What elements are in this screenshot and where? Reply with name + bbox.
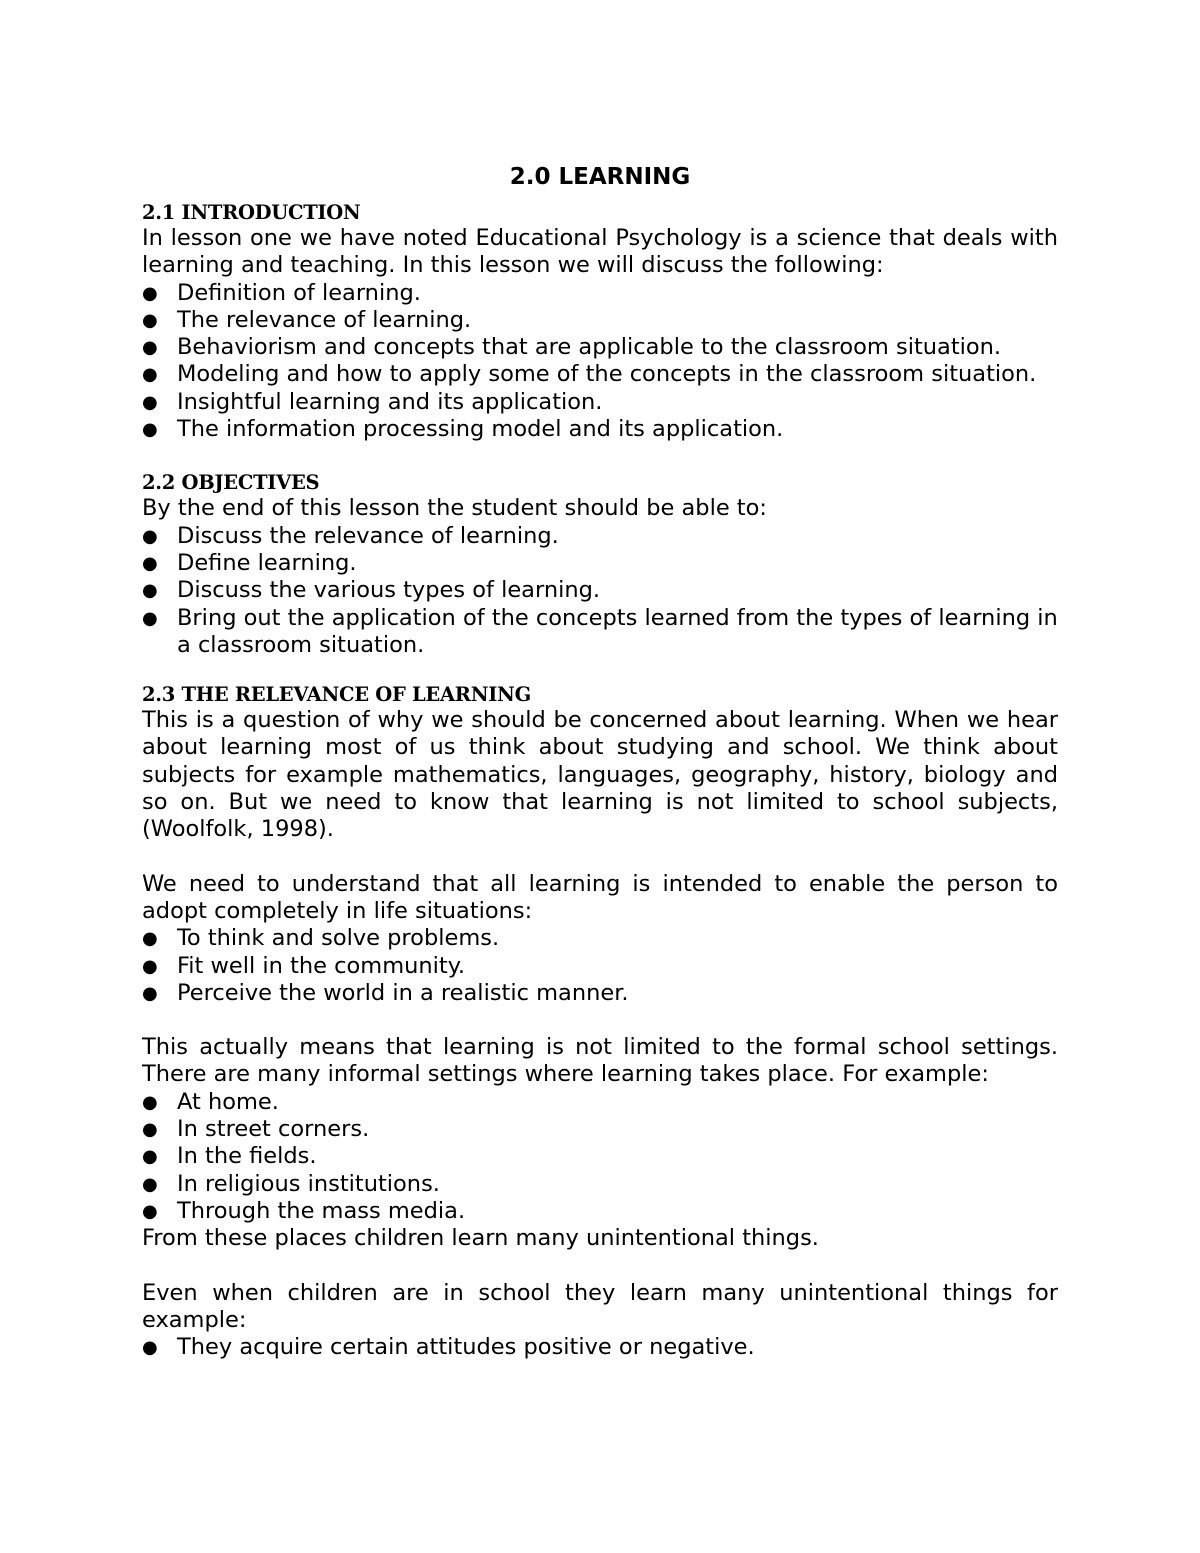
- list-item: [142, 953, 1058, 980]
- list-item: [142, 1116, 1058, 1143]
- list-item: [142, 605, 1058, 660]
- section-heading-relevance: 2.3 THE RELEVANCE OF LEARNING: [142, 683, 531, 707]
- bullet-icon: ●: [142, 1119, 158, 1141]
- informal-settings-bullet-list: [142, 1089, 1058, 1225]
- relevance-paragraph-1: This is a question of why we should be concerned about learning. When we hear about learning most of us think about studying and school. We think about subjects for example mathematics, languages, geography, history, biology and so on. But we need to know that learning is not limited to school subjects, (Woolfolk, 1998).: [142, 707, 1058, 843]
- life-situations-bullet-list: [142, 925, 1058, 1007]
- list-item-text: Perceive the world in a realistic manner.: [177, 979, 629, 1006]
- section-heading-introduction: 2.1 INTRODUCTION: [142, 201, 361, 224]
- relevance-paragraph-2: We need to understand that all learning is intended to enable the person to adopt completely in life situations:: [142, 870, 1058, 924]
- introduction-bullet-list: [142, 280, 1058, 444]
- bullet-icon: ●: [142, 419, 158, 441]
- list-item: [142, 280, 1058, 307]
- list-item: [142, 307, 1058, 334]
- list-item: [142, 523, 1058, 550]
- list-item: [142, 577, 1058, 604]
- list-item-text: Fit well in the community.: [177, 952, 465, 979]
- list-item-text: The information processing model and its application.: [177, 416, 784, 443]
- bullet-icon: ●: [142, 955, 158, 977]
- bullet-icon: ●: [142, 982, 158, 1004]
- list-item-text: Behaviorism and concepts that are applicable to the classroom situation.: [177, 334, 1002, 361]
- bullet-icon: ●: [142, 364, 158, 386]
- objectives-bullet-list: [142, 523, 1058, 659]
- list-item-text: In the fields.: [177, 1143, 317, 1170]
- bullet-icon: ●: [142, 1146, 158, 1168]
- bullet-icon: ●: [142, 391, 158, 413]
- list-item: [142, 550, 1058, 577]
- list-item-text: Discuss the relevance of learning.: [177, 522, 559, 549]
- list-item-text: In religious institutions.: [177, 1170, 440, 1197]
- list-item-text: The relevance of learning.: [177, 306, 472, 333]
- list-item: [142, 980, 1058, 1007]
- spacer: [142, 1253, 1058, 1280]
- unintentional-learning-bullet-list: [142, 1334, 1058, 1361]
- list-item: [142, 1089, 1058, 1116]
- bullet-icon: ●: [142, 1200, 158, 1222]
- bullet-icon: ●: [142, 1337, 158, 1359]
- list-item-text: To think and solve problems.: [177, 925, 500, 952]
- spacer: [142, 443, 1058, 470]
- bullet-icon: ●: [142, 552, 158, 574]
- relevance-paragraph-3: This actually means that learning is not limited to the formal school settings. There are many informal settings where learning takes place. For example:: [142, 1034, 1058, 1088]
- list-item-text: Discuss the various types of learning.: [177, 577, 601, 604]
- bullet-icon: ●: [142, 1091, 158, 1113]
- list-item-text: Through the mass media.: [177, 1197, 466, 1224]
- list-item-text: Definition of learning.: [177, 279, 421, 306]
- bullet-icon: ●: [142, 928, 158, 950]
- spacer: [142, 844, 1058, 871]
- bullet-icon: ●: [142, 607, 158, 629]
- spacer: [142, 1007, 1058, 1034]
- document-page: [142, 162, 1058, 1361]
- list-item: [142, 416, 1058, 443]
- list-item-text: In street corners.: [177, 1116, 370, 1143]
- list-item-text: They acquire certain attitudes positive or negative.: [177, 1334, 755, 1361]
- objectives-paragraph: By the end of this lesson the student should be able to:: [142, 495, 767, 522]
- list-item-text: Bring out the application of the concepts learned from the types of learning in a classroom situation.: [177, 604, 1058, 658]
- bullet-icon: ●: [142, 580, 158, 602]
- list-item: [142, 1334, 1058, 1361]
- section-heading-objectives: 2.2 OBJECTIVES: [142, 471, 320, 495]
- list-item: [142, 925, 1058, 952]
- relevance-paragraph-5: Even when children are in school they learn many unintentional things for example:: [142, 1279, 1058, 1333]
- list-item-text: Insightful learning and its application.: [177, 388, 603, 415]
- bullet-icon: ●: [142, 309, 158, 331]
- bullet-icon: ●: [142, 1173, 158, 1195]
- bullet-icon: ●: [142, 282, 158, 304]
- list-item: [142, 389, 1058, 416]
- list-item: [142, 1198, 1058, 1225]
- list-item-text: Define learning.: [177, 549, 357, 576]
- spacer: [142, 659, 1058, 682]
- list-item: [142, 1171, 1058, 1198]
- bullet-icon: ●: [142, 337, 158, 359]
- bullet-icon: ●: [142, 525, 158, 547]
- introduction-paragraph: In lesson one we have noted Educational Psychology is a science that deals with learning and teaching. In this lesson we will discuss the following:: [142, 225, 1058, 279]
- list-item-text: Modeling and how to apply some of the concepts in the classroom situation.: [177, 361, 1037, 388]
- list-item: [142, 334, 1058, 361]
- page-title: 2.0 LEARNING: [509, 164, 691, 190]
- list-item: [142, 361, 1058, 388]
- list-item-text: At home.: [177, 1088, 279, 1115]
- list-item: [142, 1143, 1058, 1170]
- relevance-paragraph-4: From these places children learn many unintentional things.: [142, 1225, 819, 1252]
